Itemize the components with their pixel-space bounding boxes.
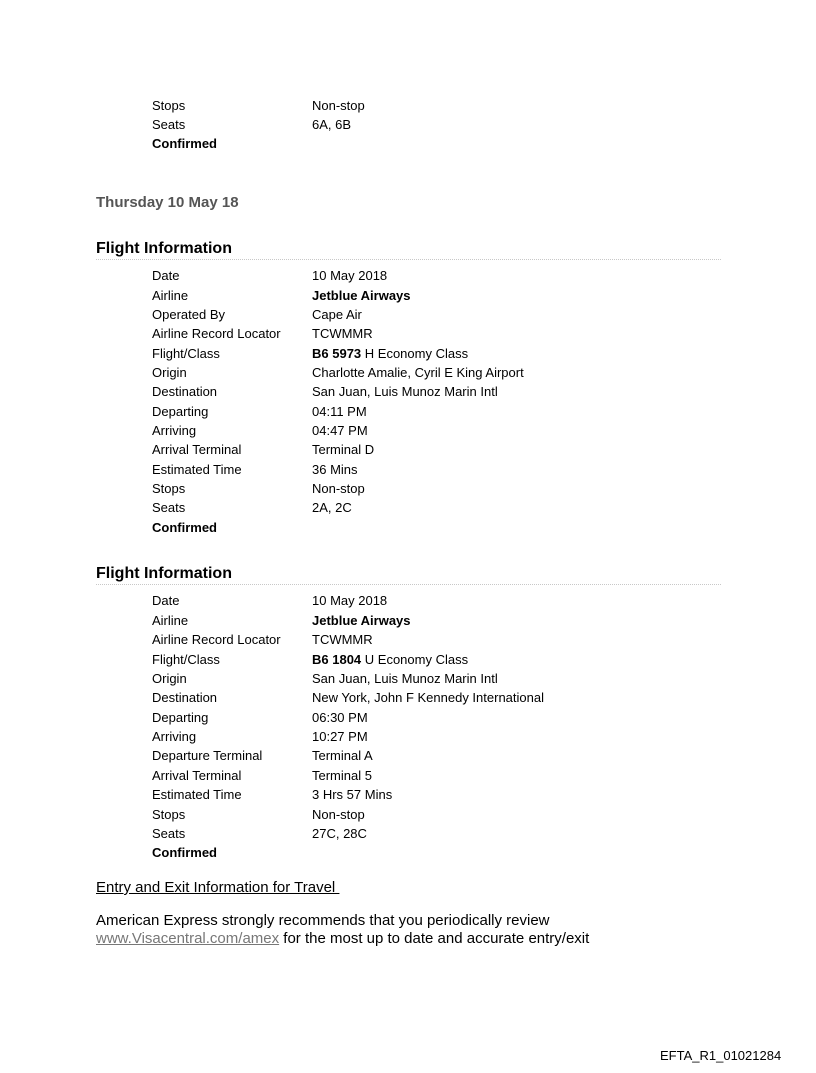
detail-row [152,421,368,440]
airline-name: Jetblue Airways [312,288,411,303]
row-label: Arriving [152,729,197,744]
row-label: Departure Terminal [152,748,263,763]
detail-row [152,460,358,479]
detail-row [152,344,468,363]
row-label: Flight/Class [152,652,220,667]
row-label: Seats [152,117,186,132]
flight-info-heading: Flight Information [96,564,721,585]
row-label: Arrival Terminal [152,768,242,783]
row-label: Estimated Time [152,787,242,802]
origin: San Juan, Luis Munoz Marin Intl [312,671,498,686]
operated-by: Cape Air [312,307,362,322]
detail-row [152,688,544,707]
class-text: H Economy Class [361,346,469,361]
row-label: Origin [152,671,187,686]
detail-row [152,498,352,517]
estimated-time: 3 Hrs 57 Mins [312,787,393,802]
arrival-terminal: Terminal D [312,442,375,457]
stops: Non-stop [312,807,365,822]
detail-row [152,363,524,382]
flight-number: B6 5973 [312,346,362,361]
detail-row [152,650,468,669]
status-confirmed: Confirmed [152,136,217,151]
detail-row [152,324,373,343]
class-text: U Economy Class [361,652,469,667]
entry-text-before: American Express strongly recommends that you periodically review [96,912,550,929]
detail-row [152,115,351,134]
row-label: Origin [152,365,187,380]
row-label: Departing [152,710,209,725]
row-label: Airline Record Locator [152,326,281,341]
entry-exit-title: Entry and Exit Information for Travel [96,879,340,896]
detail-row [152,96,365,115]
arrival-terminal: Terminal 5 [312,768,372,783]
detail-row [152,479,365,498]
detail-row [152,746,373,765]
detail-row [152,611,411,630]
arriving: 04:47 PM [312,423,368,438]
departing: 06:30 PM [312,710,368,725]
row-label: Operated By [152,307,225,322]
row-label: Seats [152,826,186,841]
detail-row [152,266,387,285]
row-label: Flight/Class [152,346,220,361]
entry-text-after: for the most up to date and accurate entry/exit [279,930,590,947]
row-label: Airline Record Locator [152,632,281,647]
destination: San Juan, Luis Munoz Marin Intl [312,384,498,399]
seats: 2A, 2C [312,500,352,515]
departure-terminal: Terminal A [312,748,373,763]
detail-row [152,440,374,459]
visacentral-link[interactable]: www.Visacentral.com/amex [96,930,280,947]
record-locator: TCWMMR [312,326,373,341]
row-label: Airline [152,288,189,303]
seats: 27C, 28C [312,826,367,841]
detail-row [152,591,387,610]
detail-row [152,402,367,421]
flight-class [312,344,468,363]
day-heading: Thursday 10 May 18 [96,194,239,211]
detail-row [152,824,367,843]
row-label: Estimated Time [152,462,242,477]
flight-date: 10 May 2018 [312,593,388,608]
destination: New York, John F Kennedy International [312,690,544,705]
detail-row [152,305,362,324]
detail-row [152,766,372,785]
stops: Non-stop [312,481,365,496]
status-confirmed: Confirmed [152,845,217,860]
row-label: Departing [152,404,209,419]
row-label: Seats [152,500,186,515]
row-label: Stops [152,481,186,496]
row-label: Arriving [152,423,197,438]
flight-date: 10 May 2018 [312,268,388,283]
row-label: Date [152,593,180,608]
document-id: EFTA_R1_01021284 [660,1048,782,1063]
row-value: 6A, 6B [312,117,352,132]
row-label: Destination [152,384,218,399]
detail-row [152,727,368,746]
record-locator: TCWMMR [312,632,373,647]
flight-number: B6 1804 [312,652,362,667]
row-value: Non-stop [312,98,365,113]
detail-row [152,669,498,688]
detail-row [152,805,365,824]
origin: Charlotte Amalie, Cyril E King Airport [312,365,524,380]
departing: 04:11 PM [312,404,367,419]
entry-exit-text [96,912,736,948]
row-label: Date [152,268,180,283]
estimated-time: 36 Mins [312,462,358,477]
detail-row [152,630,373,649]
row-label: Stops [152,807,186,822]
detail-row [152,708,368,727]
flight-info-heading: Flight Information [96,239,721,260]
row-label: Destination [152,690,218,705]
detail-row [152,785,392,804]
arriving: 10:27 PM [312,729,368,744]
row-label: Stops [152,98,186,113]
flight-class [312,650,468,669]
airline-name: Jetblue Airways [312,613,411,628]
row-label: Airline [152,613,189,628]
detail-row [152,382,498,401]
status-confirmed: Confirmed [152,520,217,535]
row-label: Arrival Terminal [152,442,242,457]
detail-row [152,286,411,305]
